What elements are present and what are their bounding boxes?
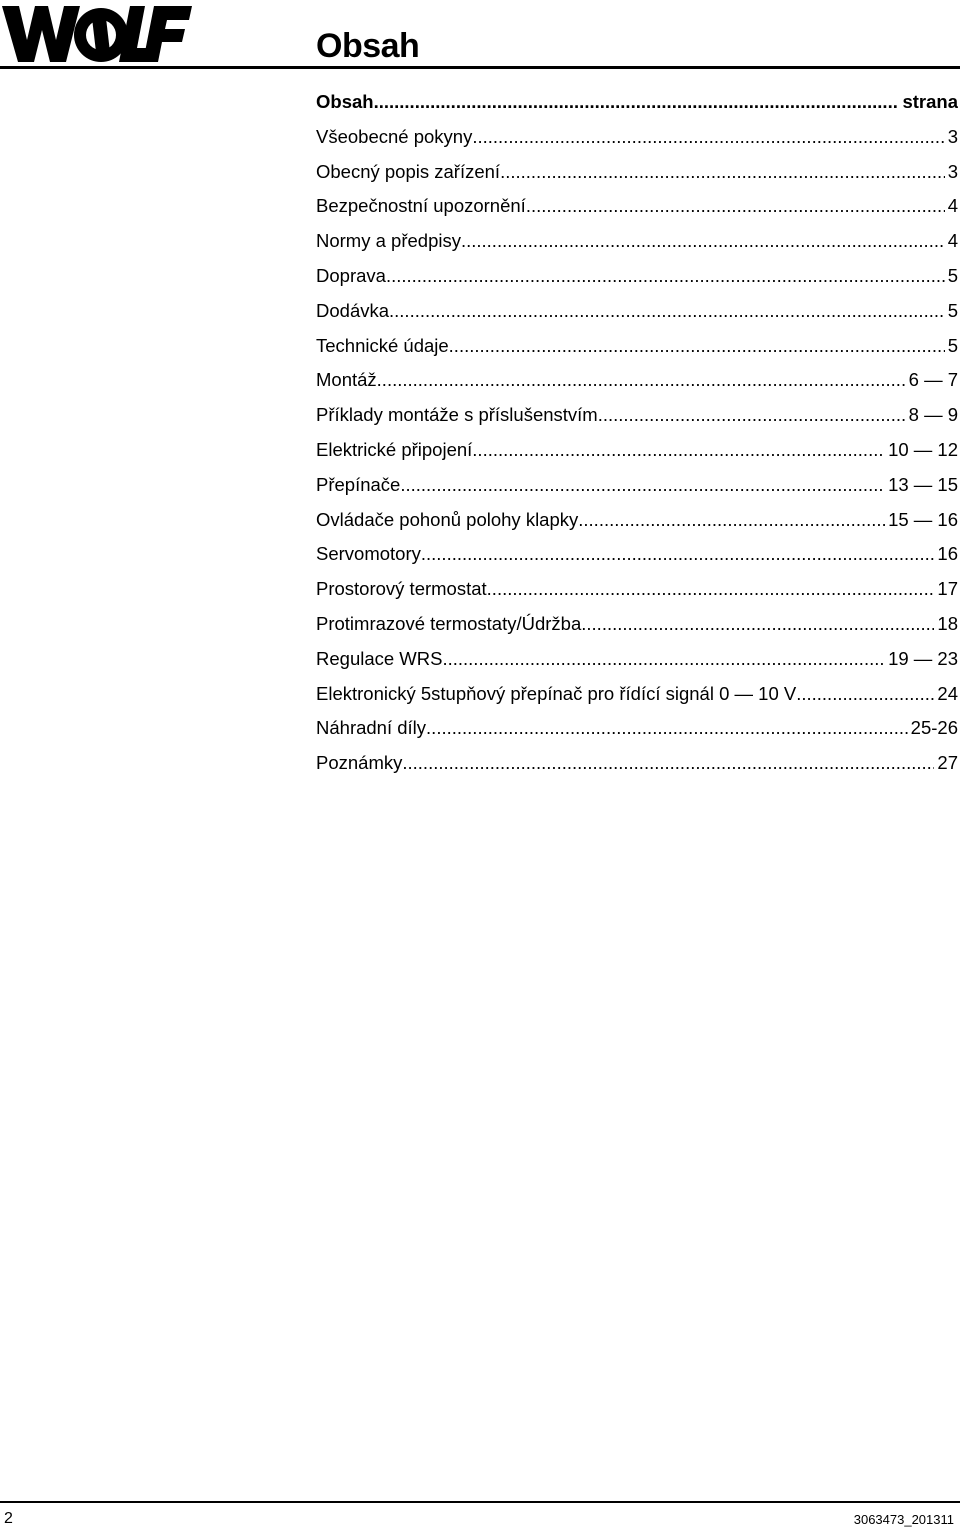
toc-entry[interactable] — [316, 503, 958, 538]
toc-entry-label: Dodávka — [316, 299, 390, 321]
footer-divider — [0, 1501, 960, 1503]
toc-entry[interactable] — [316, 189, 958, 224]
page-title: Obsah — [316, 27, 420, 65]
wolf-logo — [2, 6, 192, 64]
toc-entry-page: 18 — [937, 612, 958, 634]
toc-entry-label: Elektronický 5stupňový přepínač pro řídící signál 0 — 10 V — [316, 682, 797, 704]
toc-entry[interactable] — [316, 329, 958, 364]
toc-entry-page: 6 — 7 — [908, 369, 958, 391]
toc-leader-dots — [442, 642, 885, 677]
toc-entry-label: Technické údaje — [316, 334, 449, 356]
toc-leader-dots — [598, 398, 906, 433]
toc-leader-dots — [402, 746, 934, 781]
toc-entry-label: Elektrické připojení — [316, 438, 473, 460]
toc-entry[interactable] — [316, 398, 958, 433]
toc-entry[interactable] — [316, 746, 958, 781]
toc-entry[interactable] — [316, 363, 958, 398]
table-of-contents — [316, 85, 958, 781]
toc-leader-dots — [421, 537, 935, 572]
toc-leader-dots — [400, 468, 885, 503]
toc-entry-page: 27 — [937, 752, 958, 774]
toc-leader-dots — [449, 329, 945, 364]
footer-document-code: 3063473_201311 — [853, 1512, 954, 1527]
toc-entry[interactable] — [316, 259, 958, 294]
toc-entry-page: 3 — [947, 125, 958, 147]
toc-leader-dots — [472, 120, 944, 155]
toc-entry-label: Doprava — [316, 264, 386, 286]
toc-entry[interactable] — [316, 677, 958, 712]
toc-entry[interactable] — [316, 294, 958, 329]
toc-entry-label: Prostorový termostat — [316, 578, 487, 600]
toc-entry[interactable] — [316, 607, 958, 642]
toc-leader-dots — [526, 189, 945, 224]
toc-entry-label: Regulace WRS — [316, 647, 443, 669]
toc-entry-label: Servomotory — [316, 543, 421, 565]
toc-entry[interactable] — [316, 468, 958, 503]
toc-leader-dots — [578, 503, 885, 538]
header-divider — [0, 66, 960, 69]
toc-heading-row — [316, 85, 958, 120]
toc-entry-page: 5 — [947, 299, 958, 321]
toc-leader-dots — [389, 294, 945, 329]
toc-entry[interactable] — [316, 433, 958, 468]
toc-entry[interactable] — [316, 537, 958, 572]
toc-entry-label: Příklady montáže s příslušenstvím — [316, 404, 598, 426]
toc-entry[interactable] — [316, 224, 958, 259]
toc-entry[interactable] — [316, 572, 958, 607]
toc-entry-page: 15 — 16 — [888, 508, 958, 530]
toc-entry-label: Poznámky — [316, 752, 403, 774]
toc-entry-label: Normy a předpisy — [316, 230, 461, 252]
toc-entry-page: 16 — [937, 543, 958, 565]
toc-entry-page: 13 — 15 — [888, 473, 958, 495]
toc-entry[interactable] — [316, 155, 958, 190]
toc-entry-page: 5 — [947, 264, 958, 286]
toc-entry-label: Protimrazové termostaty/Údržba — [316, 612, 582, 634]
footer-page-number: 2 — [4, 1510, 13, 1527]
toc-heading-page: strana — [902, 91, 958, 112]
toc-entry-page: 19 — 23 — [888, 647, 958, 669]
toc-leader-dots — [581, 607, 934, 642]
toc-entry-label: Montáž — [316, 369, 377, 391]
toc-entry-label: Ovládače pohonů polohy klapky — [316, 508, 579, 530]
toc-entry-page: 8 — 9 — [908, 404, 958, 426]
toc-entry-label: Náhradní díly — [316, 717, 427, 739]
toc-entry-label: Přepínače — [316, 473, 401, 495]
toc-entry-page: 4 — [947, 230, 958, 252]
toc-leader-dots — [500, 155, 945, 190]
toc-entry-page: 24 — [937, 682, 958, 704]
toc-leader-dots — [796, 677, 934, 712]
toc-entry[interactable] — [316, 642, 958, 677]
toc-leader-dots — [426, 711, 908, 746]
toc-entry-page: 3 — [947, 160, 958, 182]
toc-entry-page: 4 — [947, 195, 958, 217]
toc-leader-dots — [374, 85, 900, 120]
toc-leader-dots — [461, 224, 945, 259]
toc-leader-dots — [487, 572, 935, 607]
toc-entry-page: 10 — 12 — [888, 438, 958, 460]
toc-entry-page: 25-26 — [910, 717, 958, 739]
toc-leader-dots — [386, 259, 945, 294]
toc-entry-label: Všeobecné pokyny — [316, 125, 473, 147]
toc-leader-dots — [472, 433, 885, 468]
toc-entry-label: Bezpečnostní upozornění — [316, 195, 526, 217]
toc-entry[interactable] — [316, 711, 958, 746]
toc-leader-dots — [377, 363, 906, 398]
toc-entry[interactable] — [316, 120, 958, 155]
toc-entry-page: 17 — [937, 578, 958, 600]
toc-entry-page: 5 — [947, 334, 958, 356]
toc-entry-label: Obecný popis zařízení — [316, 160, 501, 182]
toc-heading-label: Obsah — [316, 91, 374, 112]
